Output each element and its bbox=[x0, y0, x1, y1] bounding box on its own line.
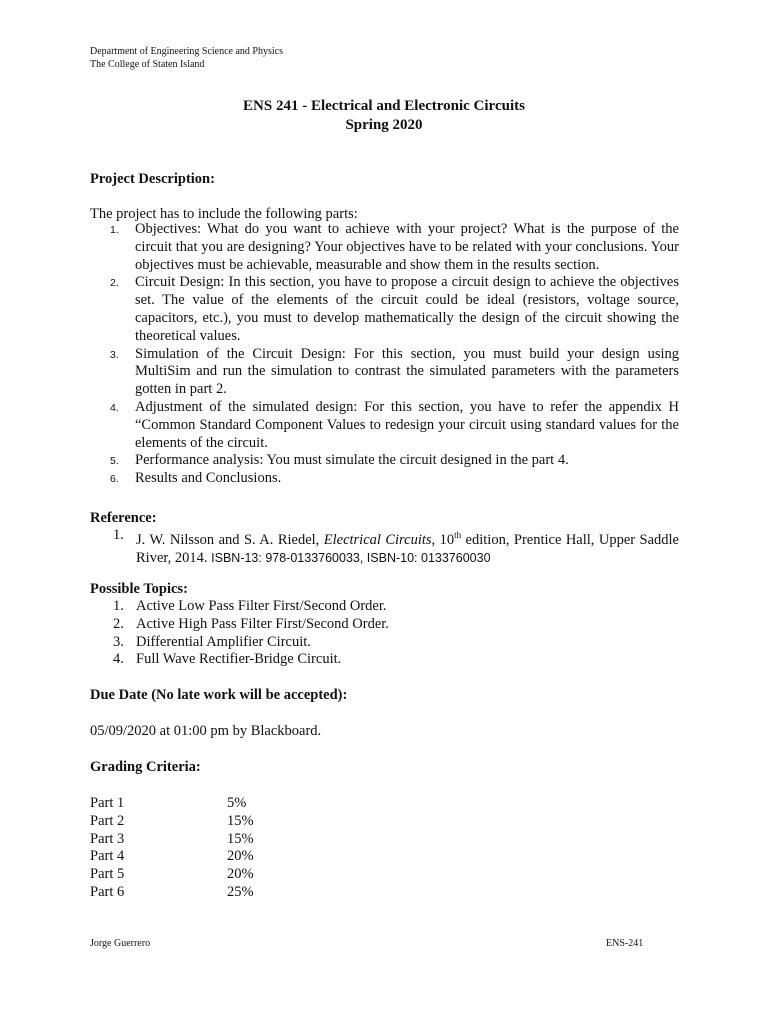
footer-author: Jorge Guerrero bbox=[90, 938, 151, 949]
department-name: Department of Engineering Science and Physics bbox=[90, 46, 283, 57]
reference-item: 1. J. W. Nilsson and S. A. Riedel, Electrical Circuits, 10th edition, Prentice Hall, Upper Saddle River, 2014. ISBN-13: 978-0133760033, ISBN-10: 0133760030 bbox=[113, 527, 679, 566]
table-row: Part 5 20% bbox=[90, 866, 254, 883]
project-parts-list bbox=[90, 221, 679, 488]
topics-list bbox=[90, 598, 679, 669]
project-intro: The project has to include the following parts: bbox=[90, 206, 358, 222]
term: Spring 2020 bbox=[345, 117, 423, 133]
list-item: 5. Performance analysis: You must simulate the circuit designed in the part 4. bbox=[110, 452, 569, 469]
topics-heading: Possible Topics: bbox=[90, 581, 188, 597]
grading-table bbox=[90, 795, 254, 902]
department-header bbox=[90, 45, 283, 71]
footer-course-code: ENS-241 bbox=[606, 938, 644, 949]
table-row: Part 1 5% bbox=[90, 795, 247, 811]
list-item: 3. Simulation of the Circuit Design: For this section, you must build your design using MultiSim and run the simulation to contrast the simulated parameters with the parameters gotten in part 2. bbox=[110, 345, 679, 398]
table-row: Part 6 25% bbox=[90, 883, 254, 900]
list-item: 1. Objectives: What do you want to achieve with your project? What is the purpose of the circuit that you are designing? Your objectives have to be related with your conclusions. Your objectives must be achievable, measurable and show them in the results section. bbox=[110, 221, 679, 273]
table-row: Part 4 20% bbox=[90, 848, 254, 865]
table-row: Part 3 15% bbox=[90, 830, 254, 847]
isbn: ISBN-13: 978-0133760033, ISBN-10: 0133760030 bbox=[211, 550, 491, 565]
book-title: Electrical Circuits bbox=[323, 531, 432, 548]
course-title: ENS 241 - Electrical and Electronic Circuits bbox=[243, 98, 525, 114]
list-item: 3. Differential Amplifier Circuit. bbox=[113, 633, 311, 650]
reference-heading: Reference: bbox=[90, 510, 157, 526]
reference-list bbox=[90, 527, 679, 567]
document-title bbox=[0, 97, 768, 135]
list-item: 4. Full Wave Rectifier-Bridge Circuit. bbox=[113, 651, 342, 668]
list-item: 2. Active High Pass Filter First/Second Order. bbox=[113, 615, 389, 632]
table-row: Part 2 15% bbox=[90, 812, 254, 829]
due-date-heading: Due Date (No late work will be accepted): bbox=[90, 687, 348, 703]
college-name: The College of Staten Island bbox=[90, 59, 205, 70]
list-item: 6. Results and Conclusions. bbox=[110, 470, 282, 487]
list-item: 4. Adjustment of the simulated design: For this section, you have to refer the appendix H “Common Standard Component Values to redesign your circuit using standard values for the elements of the circuit. bbox=[110, 398, 679, 451]
due-date-text: 05/09/2020 at 01:00 pm by Blackboard. bbox=[90, 723, 322, 739]
grading-heading: Grading Criteria: bbox=[90, 759, 201, 775]
list-item: 2. Circuit Design: In this section, you have to propose a circuit design to achieve the objectives set. The value of the elements of the circuit could be ideal (resistors, voltage source, capacitors, etc.), you must to develop mathematically the design of the circuit showing the theoretical values. bbox=[110, 274, 679, 344]
project-description-heading: Project Description: bbox=[90, 171, 215, 187]
list-item: 1. Active Low Pass Filter First/Second Order. bbox=[113, 598, 387, 614]
